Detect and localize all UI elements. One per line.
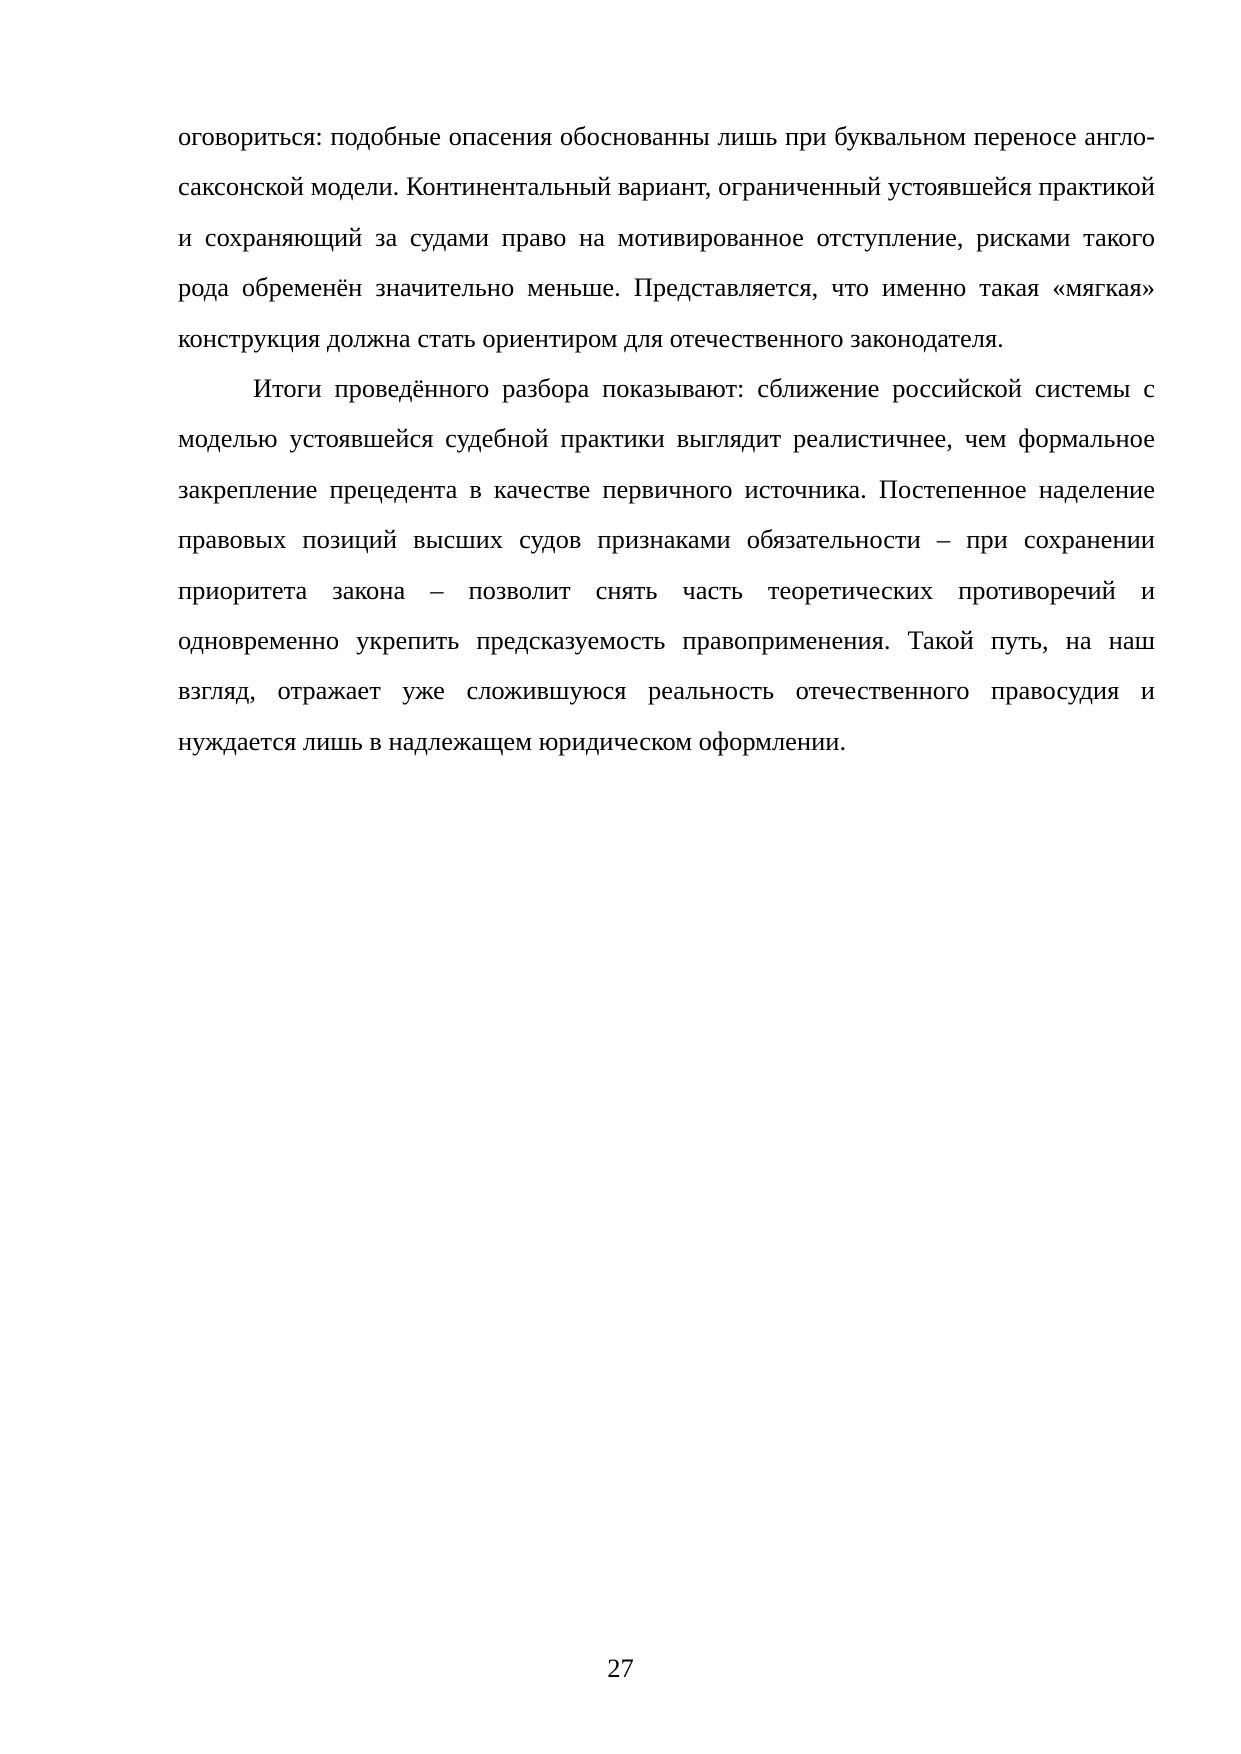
document-body — [178, 111, 1155, 766]
paragraph-conclusion: Итоги проведённого разбора показывают: сближение российской системы с моделью устоявшейся судебной практики выглядит реалистичнее, чем формальное закрепление прецедента в качестве первичного источника. Постепенное наделение правовых позиций высших судов признаками обязательности – при сохранении приоритета закона – позволит снять часть теоретических противоречий и одновременно укрепить предсказуемость правоприменения. Такой путь, на наш взгляд, отражает уже сложившуюся реальность отечественного правосудия и нуждается лишь в надлежащем юридическом оформлении. — [178, 373, 1155, 756]
paragraph-continuation: оговориться: подобные опасения обоснованны лишь при буквальном переносе англо-саксонской модели. Континентальный вариант, ограниченный устоявшейся практикой и сохраняющий за судами право на мотивированное отступление, рисками такого рода обременён значительно меньше. Представляется, что именно такая «мягкая» конструкция должна стать ориентиром для отечественного законодателя. — [178, 121, 1155, 353]
page-number: 27 — [607, 1653, 634, 1683]
